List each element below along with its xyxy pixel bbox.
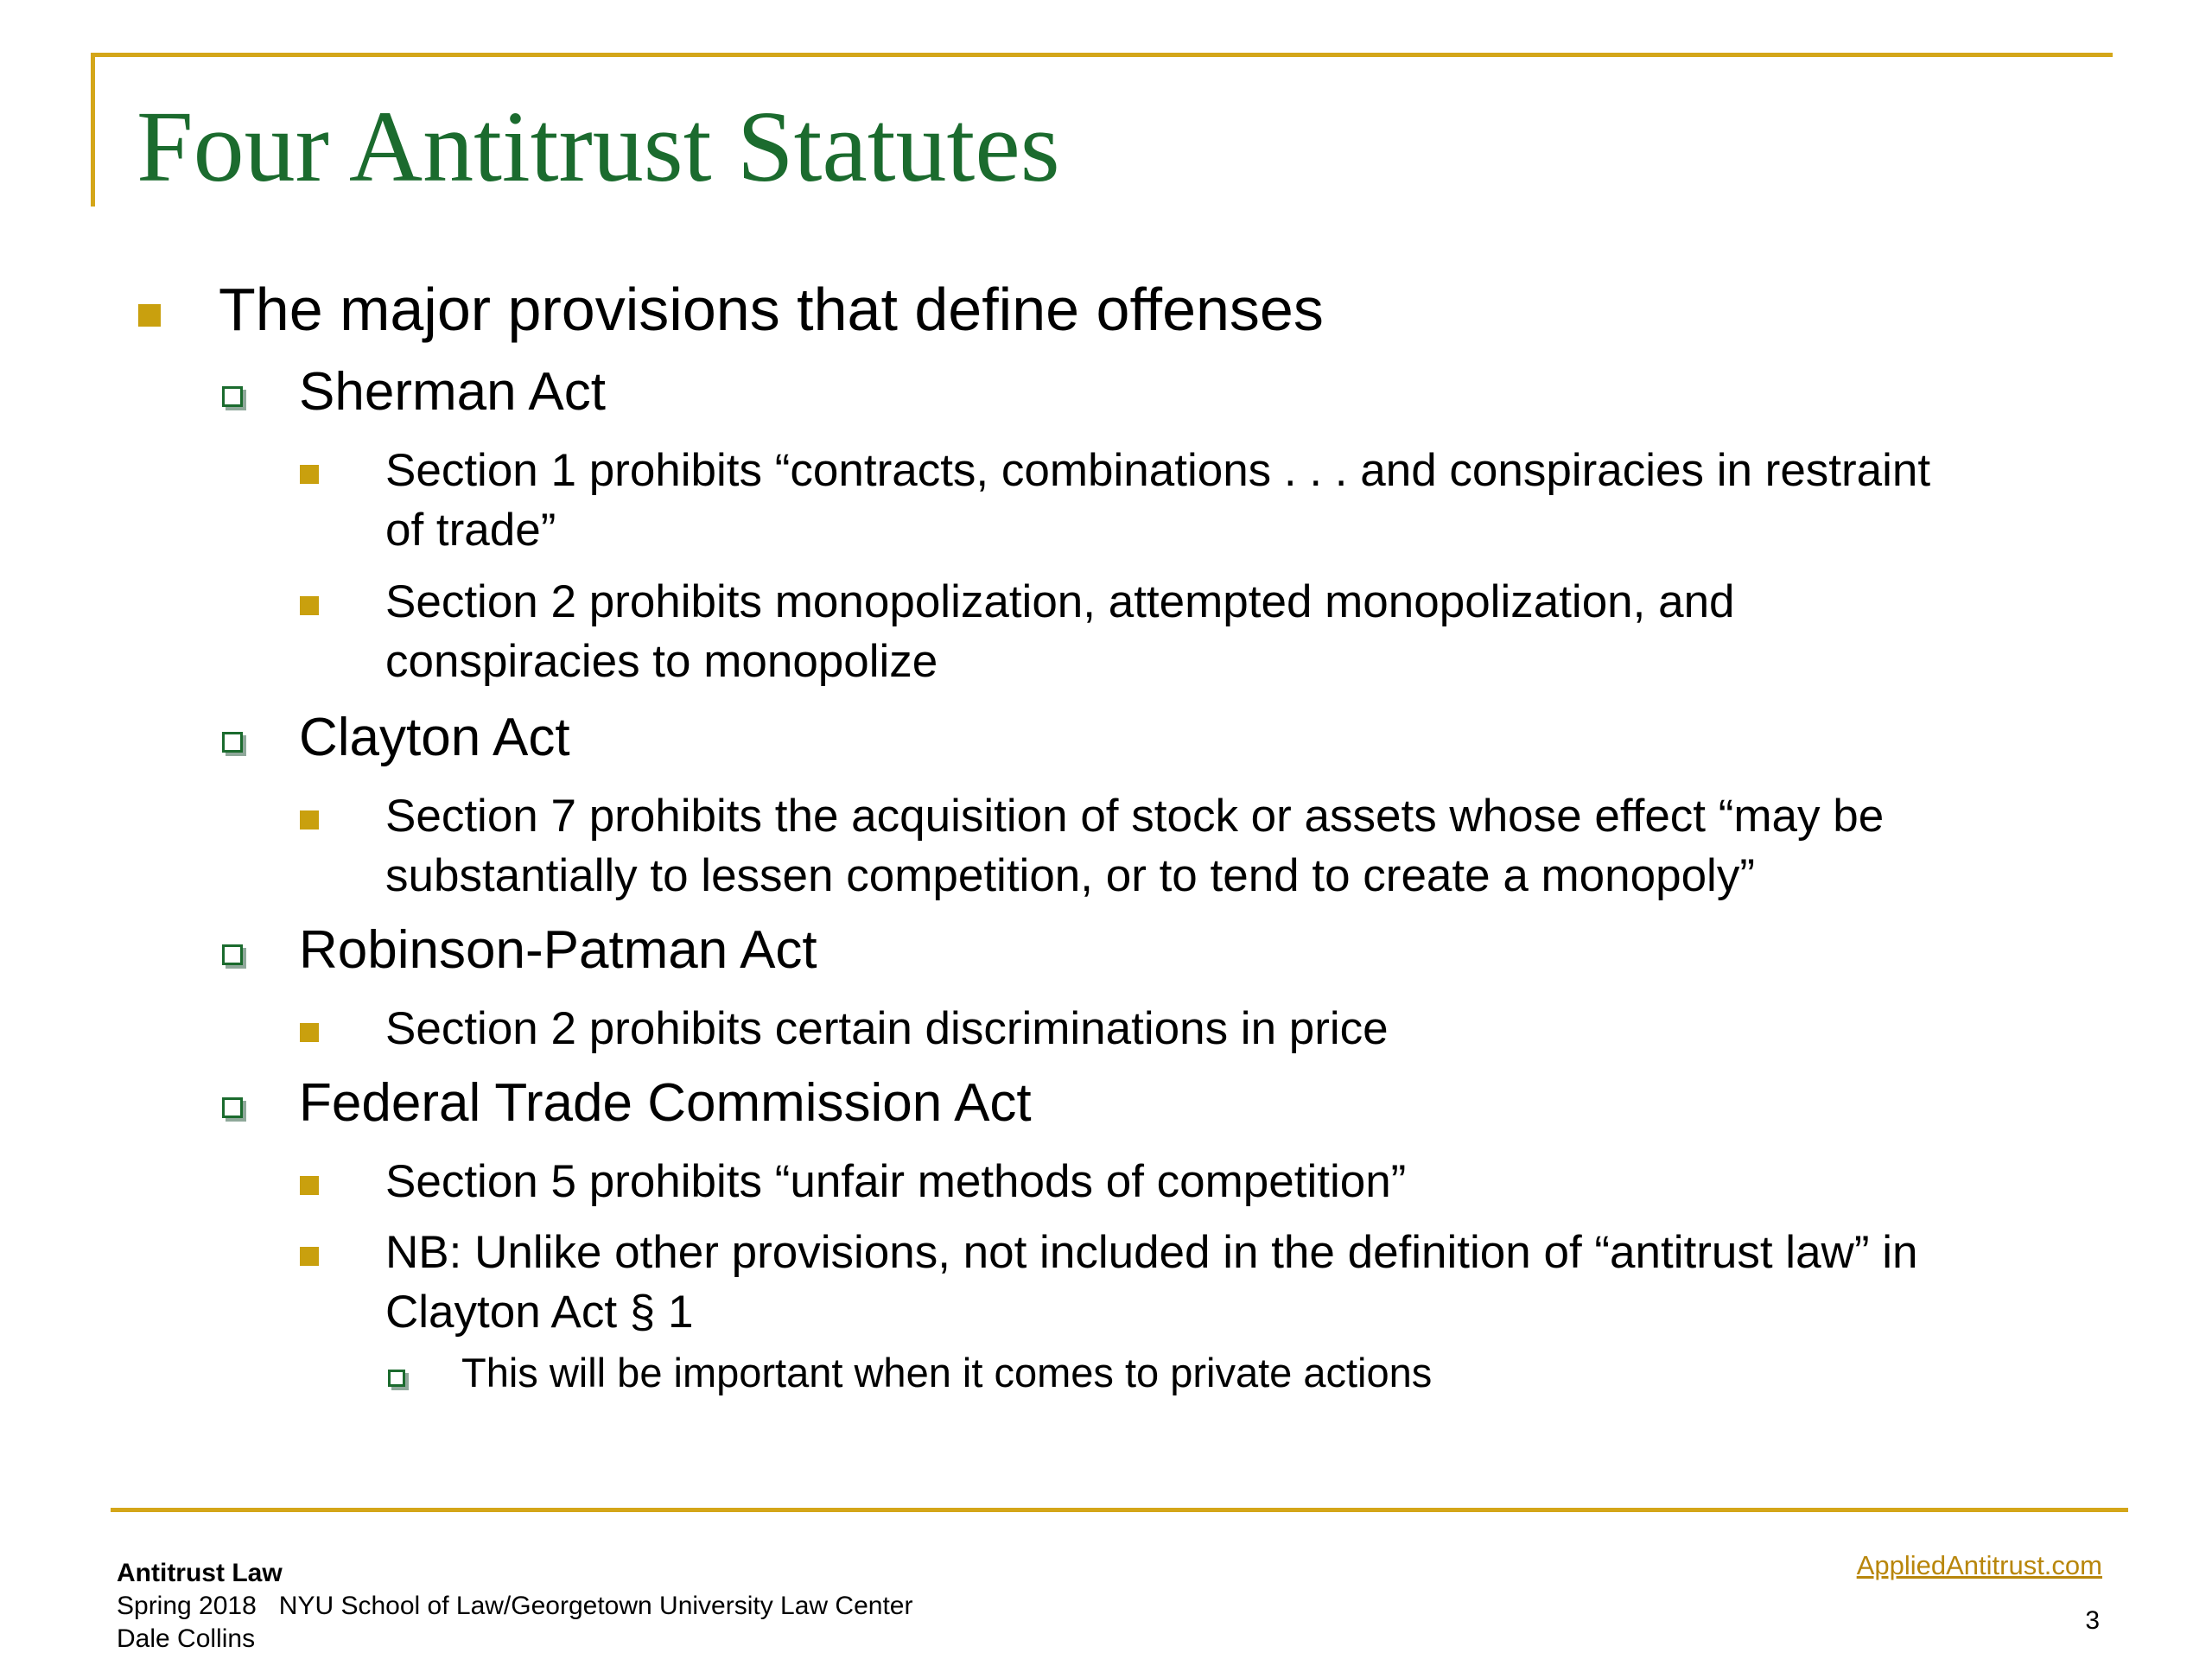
outline-square-bullet-icon [222,732,243,753]
ftc-nb-line-1: NB: Unlike other provisions, not included in the definition of “antitrust law” in [385,1227,1918,1278]
footer-term: Spring 2018 [117,1592,257,1620]
slide-title: Four Antitrust Statutes [137,90,1060,203]
outline-square-bullet-icon [222,1097,243,1118]
clayton-section-7-line-1: Section 7 prohibits the acquisition of stock or assets whose effect “may be [385,791,1885,842]
square-bullet-icon [300,596,319,615]
header-accent-bar [91,53,95,207]
sherman-section-2-line-2: conspiracies to monopolize [385,636,938,687]
ftc-private-actions-note: This will be important when it comes to private actions [461,1350,1433,1395]
footer-author: Dale Collins [117,1624,256,1653]
robinson-patman-section-2: Section 2 prohibits certain discriminations in price [385,1003,1389,1054]
square-bullet-icon [300,465,319,484]
website-link[interactable]: AppliedAntitrust.com [1856,1550,2102,1580]
intro-bullet: The major provisions that define offenses [219,276,1324,343]
footer-schools: NYU School of Law/Georgetown University Law Center [278,1592,913,1620]
robinson-patman-act-heading: Robinson-Patman Act [299,920,817,980]
sherman-section-2-line-1: Section 2 prohibits monopolization, attempted monopolization, and [385,576,1735,627]
ftc-section-5: Section 5 prohibits “unfair methods of competition” [385,1156,1407,1207]
ftc-act-heading: Federal Trade Commission Act [299,1073,1032,1133]
square-bullet-icon [300,810,319,830]
outline-square-bullet-icon [388,1370,405,1387]
clayton-act-heading: Clayton Act [299,708,570,767]
footer-divider [111,1508,2128,1512]
footer-term-line [117,1590,912,1623]
square-bullet-icon [300,1247,319,1266]
square-bullet-icon [138,304,161,327]
sherman-section-1-line-1: Section 1 prohibits “contracts, combinations . . . and conspiracies in restraint [385,445,1931,496]
sherman-act-heading: Sherman Act [299,362,606,422]
square-bullet-icon [300,1023,319,1042]
outline-square-bullet-icon [222,386,243,407]
ftc-nb-line-2: Clayton Act § 1 [385,1287,694,1338]
square-bullet-icon [300,1176,319,1195]
footer-course-name: Antitrust Law [117,1559,283,1587]
outline-square-bullet-icon [222,944,243,965]
clayton-section-7-line-2: substantially to lessen competition, or to tend to create a monopoly” [385,850,1755,901]
header-accent-line [91,53,2113,57]
sherman-section-1-line-2: of trade” [385,505,556,556]
page-number: 3 [2085,1606,2100,1635]
